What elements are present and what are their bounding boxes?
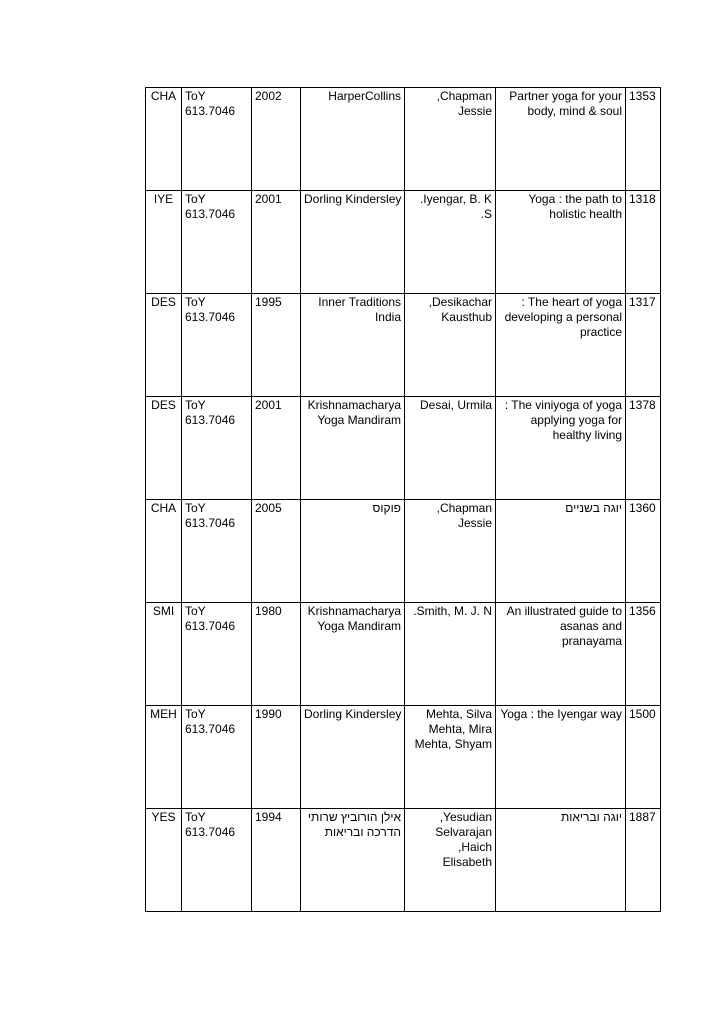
author-line: ,Chapman: [436, 501, 492, 515]
record-id-cell: [626, 809, 661, 912]
year-cell: [252, 294, 301, 397]
call-number-line: ToY: [185, 604, 206, 618]
call-number-line: ToY: [185, 89, 206, 103]
author-line: Jessie: [457, 104, 492, 118]
title-line: body, mind & soul: [527, 104, 622, 118]
title-line: Yoga : the Iyengar way: [500, 707, 622, 721]
author-line: .S: [480, 207, 492, 221]
record-id-cell: [626, 500, 661, 603]
call-number-line: 613.7046: [185, 619, 236, 633]
record-id-text: 1360: [629, 501, 656, 515]
call-number-line: 613.7046: [185, 104, 236, 118]
catalog-table-body: [146, 88, 661, 912]
title-cell: [496, 294, 626, 397]
publisher-line: India: [374, 310, 401, 324]
author-line: Jessie: [457, 516, 492, 530]
call-number-line: 613.7046: [185, 413, 236, 427]
year-text: 2005: [255, 501, 282, 515]
shelf-code-cell: [146, 706, 182, 809]
title-line: : The heart of yoga: [521, 295, 622, 309]
author-cell: [405, 809, 496, 912]
author-cell: [405, 294, 496, 397]
author-line: Mehta, Mira: [428, 722, 492, 736]
record-id-text: 1500: [629, 707, 656, 721]
shelf-code-cell: [146, 397, 182, 500]
table-row: [146, 809, 661, 912]
call-number-line: ToY: [185, 295, 206, 309]
publisher-cell: [301, 294, 405, 397]
year-text: 2001: [255, 192, 282, 206]
call-number-cell: [182, 397, 252, 500]
call-number-line: ToY: [185, 707, 206, 721]
title-cell: [496, 88, 626, 191]
author-line: ,Haich: [457, 840, 492, 854]
title-line: Partner yoga for your: [509, 89, 622, 103]
table-row: [146, 88, 661, 191]
table-row: [146, 500, 661, 603]
year-text: 1980: [255, 604, 282, 618]
title-line: applying yoga for: [530, 413, 622, 427]
call-number-cell: [182, 500, 252, 603]
catalog-table: [145, 87, 661, 912]
year-text: 2001: [255, 398, 282, 412]
title-cell: [496, 809, 626, 912]
shelf-code-cell: [146, 809, 182, 912]
shelf-code-text: MEH: [150, 707, 177, 721]
record-id-cell: [626, 191, 661, 294]
author-line: Kausthub: [441, 310, 492, 324]
author-line: Elisabeth: [442, 855, 492, 869]
shelf-code-cell: [146, 603, 182, 706]
title-line: developing a personal: [504, 310, 622, 324]
author-line: Desai, Urmila: [419, 398, 492, 412]
title-line: asanas and: [559, 619, 622, 633]
call-number-line: 613.7046: [185, 722, 236, 736]
year-cell: [252, 809, 301, 912]
author-cell: [405, 603, 496, 706]
table-row: [146, 294, 661, 397]
call-number-line: ToY: [185, 501, 206, 515]
title-cell: [496, 397, 626, 500]
author-line: ,Desikachar: [428, 295, 492, 309]
publisher-line: הדרכה ובריאות: [324, 825, 401, 839]
shelf-code-cell: [146, 294, 182, 397]
call-number-cell: [182, 88, 252, 191]
publisher-line: Krishnamacharya: [307, 604, 401, 618]
author-line: Mehta, Silva: [425, 707, 492, 721]
record-id-cell: [626, 603, 661, 706]
title-line: pranayama: [561, 634, 622, 648]
table-row: [146, 706, 661, 809]
publisher-cell: [301, 603, 405, 706]
shelf-code-text: DES: [151, 398, 176, 412]
call-number-line: ToY: [185, 810, 206, 824]
shelf-code-cell: [146, 500, 182, 603]
call-number-cell: [182, 809, 252, 912]
table-row: [146, 603, 661, 706]
call-number-line: 613.7046: [185, 207, 236, 221]
year-text: 2002: [255, 89, 282, 103]
shelf-code-text: CHA: [150, 501, 177, 515]
title-line: יוגה בשניים: [565, 501, 622, 515]
record-id-text: 1378: [629, 398, 656, 412]
call-number-line: ToY: [185, 192, 206, 206]
publisher-cell: [301, 88, 405, 191]
author-line: .Iyengar, B. K: [419, 192, 492, 206]
year-cell: [252, 88, 301, 191]
shelf-code-text: CHA: [150, 89, 177, 103]
author-cell: [405, 191, 496, 294]
title-line: holistic health: [549, 207, 622, 221]
year-cell: [252, 191, 301, 294]
author-cell: [405, 397, 496, 500]
publisher-line: Krishnamacharya: [307, 398, 401, 412]
year-cell: [252, 603, 301, 706]
author-line: .Smith, M. J. N: [413, 604, 492, 618]
title-line: Yoga : the path to: [528, 192, 622, 206]
title-cell: [496, 500, 626, 603]
table-row: [146, 191, 661, 294]
record-id-cell: [626, 88, 661, 191]
title-line: : The viniyoga of yoga: [504, 398, 622, 412]
publisher-line: Yoga Mandiram: [317, 413, 401, 427]
publisher-cell: [301, 397, 405, 500]
call-number-cell: [182, 706, 252, 809]
shelf-code-text: SMI: [152, 604, 175, 618]
record-id-text: 1356: [629, 604, 656, 618]
year-text: 1990: [255, 707, 282, 721]
record-id-text: 1887: [629, 810, 656, 824]
title-cell: [496, 706, 626, 809]
author-line: Mehta, Shyam: [414, 737, 492, 751]
shelf-code-text: YES: [151, 810, 176, 824]
record-id-text: 1353: [629, 89, 656, 103]
author-cell: [405, 88, 496, 191]
publisher-cell: [301, 706, 405, 809]
shelf-code-cell: [146, 191, 182, 294]
title-line: An illustrated guide to: [506, 604, 622, 618]
record-id-cell: [626, 294, 661, 397]
publisher-line: Yoga Mandiram: [317, 619, 401, 633]
table-row: [146, 397, 661, 500]
call-number-cell: [182, 603, 252, 706]
record-id-cell: [626, 397, 661, 500]
year-cell: [252, 706, 301, 809]
title-line: יוגה ובריאות: [560, 810, 622, 824]
title-line: practice: [579, 325, 622, 339]
call-number-line: 613.7046: [185, 310, 236, 324]
author-line: Selvarajan: [435, 825, 492, 839]
year-cell: [252, 397, 301, 500]
record-id-text: 1318: [629, 192, 656, 206]
call-number-cell: [182, 294, 252, 397]
publisher-line: אילן הורוביץ שרותי: [307, 810, 401, 824]
record-id-cell: [626, 706, 661, 809]
title-line: healthy living: [552, 428, 622, 442]
author-line: ,Chapman: [436, 89, 492, 103]
record-id-text: 1317: [629, 295, 656, 309]
shelf-code-text: DES: [151, 295, 176, 309]
year-cell: [252, 500, 301, 603]
shelf-code-cell: [146, 88, 182, 191]
publisher-line: Dorling Kindersley: [304, 707, 402, 721]
author-cell: [405, 500, 496, 603]
author-line: ,Yesudian: [439, 810, 492, 824]
year-text: 1995: [255, 295, 282, 309]
call-number-line: 613.7046: [185, 516, 236, 530]
call-number-line: ToY: [185, 398, 206, 412]
title-cell: [496, 191, 626, 294]
call-number-cell: [182, 191, 252, 294]
year-text: 1994: [255, 810, 282, 824]
author-cell: [405, 706, 496, 809]
publisher-line: Inner Traditions: [318, 295, 401, 309]
publisher-line: HarperCollins: [328, 89, 401, 103]
shelf-code-text: IYE: [153, 192, 174, 206]
publisher-cell: [301, 500, 405, 603]
call-number-line: 613.7046: [185, 825, 236, 839]
publisher-line: Dorling Kindersley: [304, 192, 402, 206]
publisher-line: פוקוס: [372, 501, 401, 515]
title-cell: [496, 603, 626, 706]
publisher-cell: [301, 191, 405, 294]
publisher-cell: [301, 809, 405, 912]
